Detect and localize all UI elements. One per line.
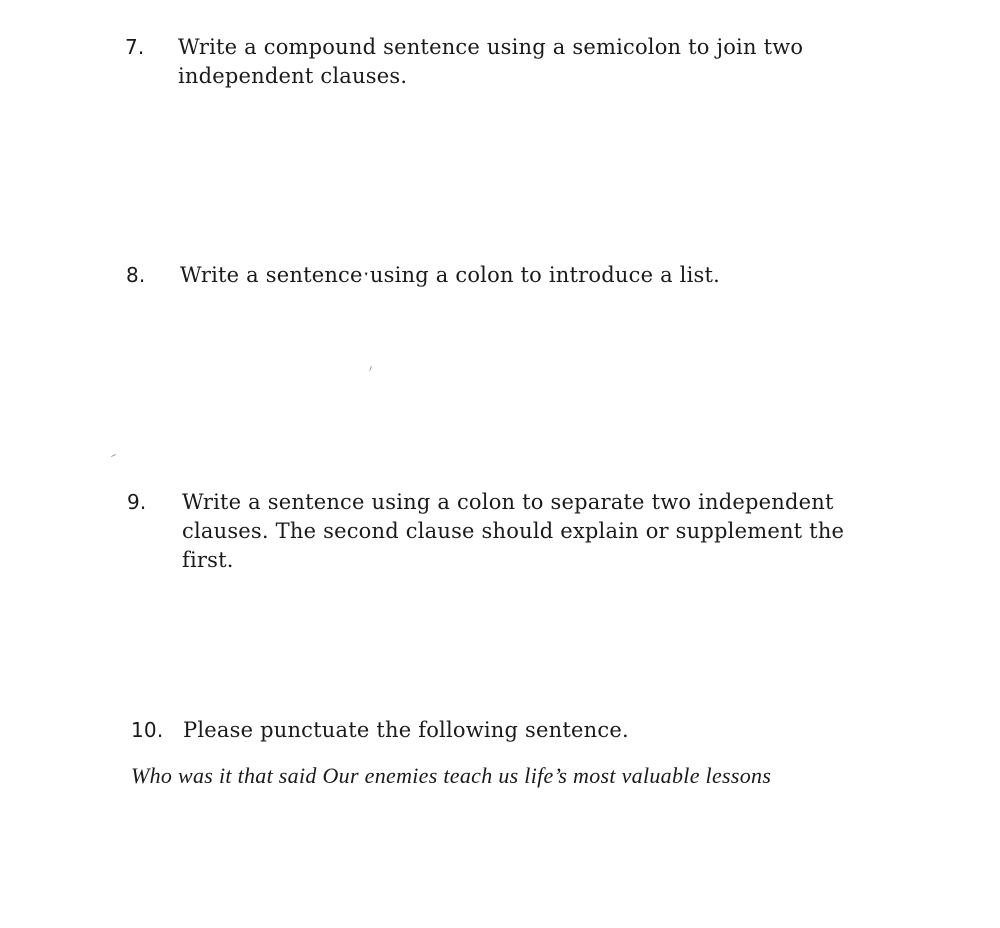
question-line: first. <box>182 548 234 572</box>
question-text <box>183 716 629 745</box>
question-number: 10. <box>131 718 164 742</box>
example-sentence: Who was it that said Our enemies teach us life’s most valuable lessons <box>131 763 772 788</box>
scan-speck <box>369 366 372 371</box>
question-line: independent clauses. <box>178 64 408 88</box>
question-text <box>178 33 803 91</box>
scan-speck <box>111 454 116 457</box>
question-9 <box>127 488 907 578</box>
question-7 <box>125 33 885 93</box>
question-line: clauses. The second clause should explain or supplement the <box>182 519 845 543</box>
question-number: 7. <box>125 35 145 59</box>
question-line: Write a sentence using a colon to separate two independent <box>182 490 834 514</box>
question-number: 9. <box>127 490 147 514</box>
question-8 <box>126 261 886 293</box>
question-text <box>182 488 844 575</box>
question-line: Write a sentenceˑusing a colon to introduce a list. <box>180 263 721 287</box>
question-10 <box>131 716 891 748</box>
question-line: Please punctuate the following sentence. <box>183 718 629 742</box>
question-text <box>180 261 720 290</box>
question-number: 8. <box>126 263 146 287</box>
question-line: Write a compound sentence using a semicolon to join two <box>178 35 804 59</box>
